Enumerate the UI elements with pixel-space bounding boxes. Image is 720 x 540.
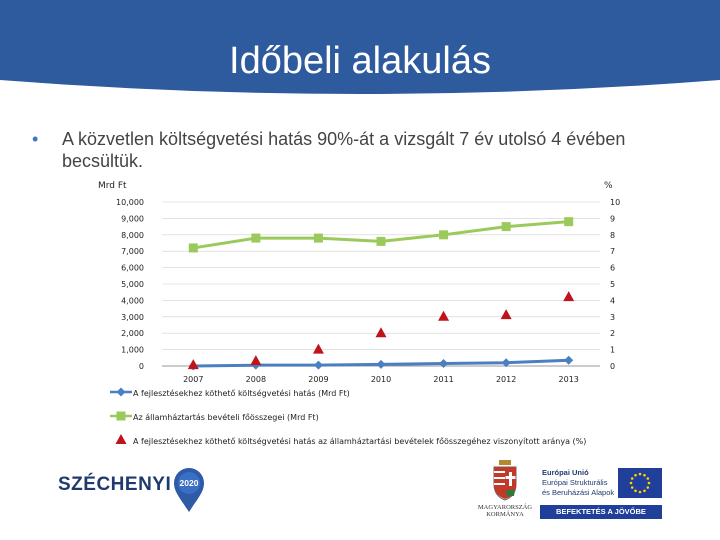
left-tick-label: 7,000	[121, 247, 144, 257]
government-logo-text	[470, 504, 540, 518]
coat-of-arms-icon	[470, 458, 540, 504]
bullet-dot-icon: •	[32, 129, 39, 149]
x-tick-label: 2010	[370, 375, 392, 384]
legend-label: A fejlesztésekhez köthető költségvetési hatás az államháztartási bevételek főösszegéhez viszonyított aránya (%)	[133, 437, 587, 446]
data-point-square	[377, 237, 386, 246]
data-point-square	[117, 412, 126, 421]
eu-line-3: és Beruházási Alapok	[542, 488, 615, 497]
data-point-square	[502, 222, 511, 231]
data-point-square	[439, 230, 448, 239]
data-point-triangle	[563, 291, 574, 301]
data-point-diamond	[439, 359, 448, 368]
left-tick-label: 9,000	[121, 214, 144, 224]
series-layer	[188, 217, 574, 370]
left-axis-unit: Mrd Ft	[98, 181, 127, 191]
right-tick-label: 3	[610, 312, 616, 322]
left-tick-label: 2,000	[121, 329, 144, 339]
left-tick-label: 0	[138, 362, 144, 371]
szechenyi-logo	[58, 460, 218, 520]
data-point-diamond	[564, 356, 573, 365]
eu-star	[631, 477, 634, 480]
series-1	[189, 356, 573, 371]
x-tick-label: 2012	[495, 375, 517, 384]
data-point-square	[189, 243, 198, 252]
eu-star	[646, 486, 649, 489]
invest-slogan: BEFEKTETÉS A JÖVŐBE	[540, 505, 662, 519]
eu-star	[639, 491, 642, 494]
left-tick-label: 6,000	[121, 263, 144, 273]
x-tick-label: 2011	[433, 375, 454, 384]
right-tick-label: 5	[610, 280, 616, 289]
right-axis-tick-labels	[610, 198, 620, 371]
data-point-diamond	[314, 361, 323, 370]
data-point-triangle	[116, 434, 127, 444]
right-tick-label: 2	[610, 329, 616, 339]
slide-header	[0, 0, 720, 100]
szechenyi-year: 2020	[179, 478, 199, 488]
left-tick-label: 8,000	[121, 230, 144, 240]
legend-item	[108, 410, 708, 434]
eu-star	[643, 489, 646, 492]
government-text-line-1: MAGYARORSZÁG	[477, 504, 533, 511]
eu-text-block	[542, 468, 620, 498]
right-tick-label: 7	[610, 247, 616, 257]
data-point-triangle	[188, 359, 199, 369]
eu-star	[648, 482, 651, 485]
eu-star	[639, 473, 642, 476]
data-point-triangle	[501, 309, 512, 319]
legend-item	[108, 434, 708, 458]
eu-star	[631, 486, 634, 489]
x-axis-tick-labels	[183, 375, 579, 384]
hungary-government-logo	[470, 458, 540, 524]
data-point-diamond	[117, 388, 126, 397]
right-tick-label: 9	[610, 214, 616, 224]
data-point-triangle	[376, 327, 387, 337]
left-tick-label: 4,000	[121, 296, 144, 306]
legend-symbol	[108, 386, 134, 398]
x-tick-label: 2007	[183, 375, 204, 384]
eu-star	[634, 474, 637, 477]
right-tick-label: 1	[610, 345, 616, 355]
government-text-line-2: KORMÁNYA	[486, 511, 524, 518]
chart-legend	[108, 386, 708, 458]
legend-label: A fejlesztésekhez köthető költségvetési hatás (Mrd Ft)	[133, 389, 350, 398]
eu-star	[634, 489, 637, 492]
x-tick-label: 2009	[308, 375, 329, 384]
eu-star	[646, 477, 649, 480]
right-tick-label: 6	[610, 263, 616, 273]
eu-star	[630, 482, 633, 485]
szechenyi-pin-icon	[172, 466, 206, 514]
data-point-square	[251, 234, 260, 243]
eu-star	[643, 474, 646, 477]
x-tick-label: 2013	[558, 375, 579, 384]
line-chart	[90, 176, 630, 386]
left-axis-tick-labels	[116, 198, 144, 371]
right-tick-label: 4	[610, 296, 616, 306]
slide-title: Időbeli alakulás	[229, 40, 491, 82]
legend-item	[108, 386, 708, 410]
legend-label: Az államháztartás bevételi főösszegei (Mrd Ft)	[133, 413, 319, 422]
left-tick-label: 3,000	[121, 312, 144, 322]
eu-title: Európai Unió	[542, 468, 589, 477]
eu-funds-logo	[540, 468, 662, 522]
right-axis-unit: %	[604, 181, 613, 191]
data-point-triangle	[250, 355, 261, 365]
data-point-diamond	[377, 360, 386, 369]
eu-flag-icon	[618, 468, 662, 498]
right-tick-label: 10	[610, 198, 621, 207]
legend-symbol	[108, 434, 134, 446]
legend-symbol	[108, 410, 134, 422]
data-point-square	[564, 217, 573, 226]
data-point-triangle	[313, 344, 324, 354]
data-point-triangle	[438, 311, 449, 321]
data-point-square	[314, 234, 323, 243]
szechenyi-logo-text: SZÉCHENYI	[58, 474, 172, 495]
left-tick-label: 1,000	[121, 345, 144, 355]
eu-line-2: Európai Strukturális	[542, 478, 608, 487]
bullet-text: A közvetlen költségvetési hatás 90%-át a vizsgált 7 év utolsó 4 évében becsültük.	[62, 129, 626, 171]
right-tick-label: 0	[610, 362, 616, 371]
left-tick-label: 10,000	[116, 198, 144, 207]
right-tick-label: 8	[610, 230, 616, 240]
series-3	[188, 291, 574, 369]
x-tick-label: 2008	[245, 375, 267, 384]
left-tick-label: 5,000	[121, 280, 144, 289]
